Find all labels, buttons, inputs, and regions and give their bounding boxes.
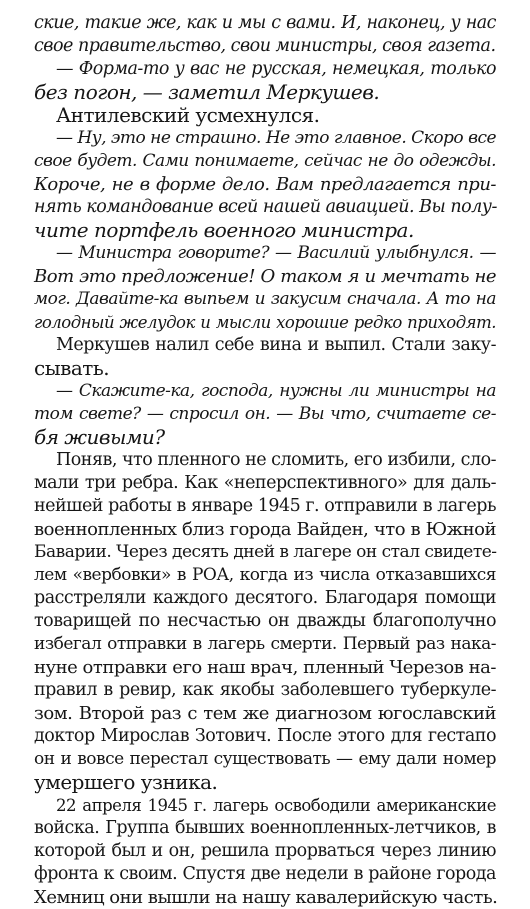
text-line-8: Короче, не в форме дело. Вам предлагается при- [34, 174, 496, 195]
text-line-4: без погон, — заметил Меркушев. [34, 80, 380, 104]
text-line-24: Баварии. Через десять дней в лагере он стал свидете- [34, 542, 497, 562]
text-line-32: доктор Мирослав Зотович. После этого для гестапо [34, 726, 496, 746]
text-line-1: ские, такие же, как и мы с вами. И, наконец, у нас [34, 13, 496, 33]
text-line-38: фронта к своим. Спустя две недели в районе города [34, 864, 496, 884]
text-line-20: Поняв, что пленного не сломить, его избили, сло- [56, 450, 497, 470]
text-line-22: нейшей работы в январе 1945 г. отправили в лагерь [34, 496, 496, 516]
text-line-23: военнопленных близ города Вайден, что в Южной [34, 519, 496, 540]
text-line-30: правил в ревир, как якобы заболевшего туберкуле- [34, 680, 496, 700]
text-line-10: чите портфель военного министра. [34, 218, 414, 242]
text-line-28: избегал отправки в лагерь смерти. Первый раз нака- [34, 634, 496, 654]
text-line-33: он и вовсе перестал существовать — ему дали номер [34, 749, 496, 769]
text-line-27: товарищей по несчастью он дважды благополучно [34, 611, 496, 631]
text-line-31: зом. Второй раз с тем же диагнозом югославский [34, 703, 496, 724]
text-line-11: — Министра говорите? — Василий улыбнулся. — [56, 243, 496, 263]
text-line-2: свое правительство, свои министры, своя газета. [34, 36, 496, 56]
text-line-9: нять командование всей нашей авиацией. Вы полу- [34, 197, 497, 217]
text-line-17: — Скажите-ка, господа, нужны ли министры на [56, 381, 496, 401]
text-line-6: — Ну, это не страшно. Не это главное. Скоро все [56, 128, 497, 148]
text-line-3: — Форма-то у вас не русская, немецкая, только [56, 59, 496, 79]
text-line-29: нуне отправки его наш врач, пленный Черезов на- [34, 657, 496, 678]
text-line-14: голодный желудок и мысли хорошие редко приходят. [34, 313, 496, 332]
text-line-37: которой был и он, решила прорваться через линию [34, 841, 496, 861]
text-line-34: умершего узника. [34, 770, 218, 794]
text-line-12: Вот это предложение! О таком я и мечтать не [34, 266, 496, 287]
text-line-39: Хемниц они вышли на нашу кавалерийскую часть. [34, 887, 498, 908]
text-line-21: мали три ребра. Как «неперспективного» для даль- [34, 473, 496, 493]
text-line-18: том свете? — спросил он. — Вы что, считаете се- [34, 404, 496, 424]
text-line-35: 22 апреля 1945 г. лагерь освободили американские [56, 796, 496, 815]
text-line-16: сывать. [34, 356, 110, 380]
text-line-5: Антилевский усмехнулся. [56, 103, 320, 127]
text-line-15: Меркушев налил себе вина и выпил. Стали заку- [56, 335, 496, 355]
text-line-25: лем «вербовки» в РОА, когда из числа отказавшихся [34, 565, 496, 585]
text-line-13: мог. Давайте-ка выпьем и закусим сначала. А то на [34, 289, 496, 309]
text-line-36: войска. Группа бывших военнопленных-летчиков, в [34, 818, 496, 838]
text-line-7: свое будет. Сами понимаете, сейчас не до одежды. [34, 151, 496, 171]
page-text [34, 12, 496, 909]
text-line-19: бя живыми? [34, 425, 165, 449]
text-line-26: расстреляли каждого десятого. Благодаря помощи [34, 588, 496, 608]
